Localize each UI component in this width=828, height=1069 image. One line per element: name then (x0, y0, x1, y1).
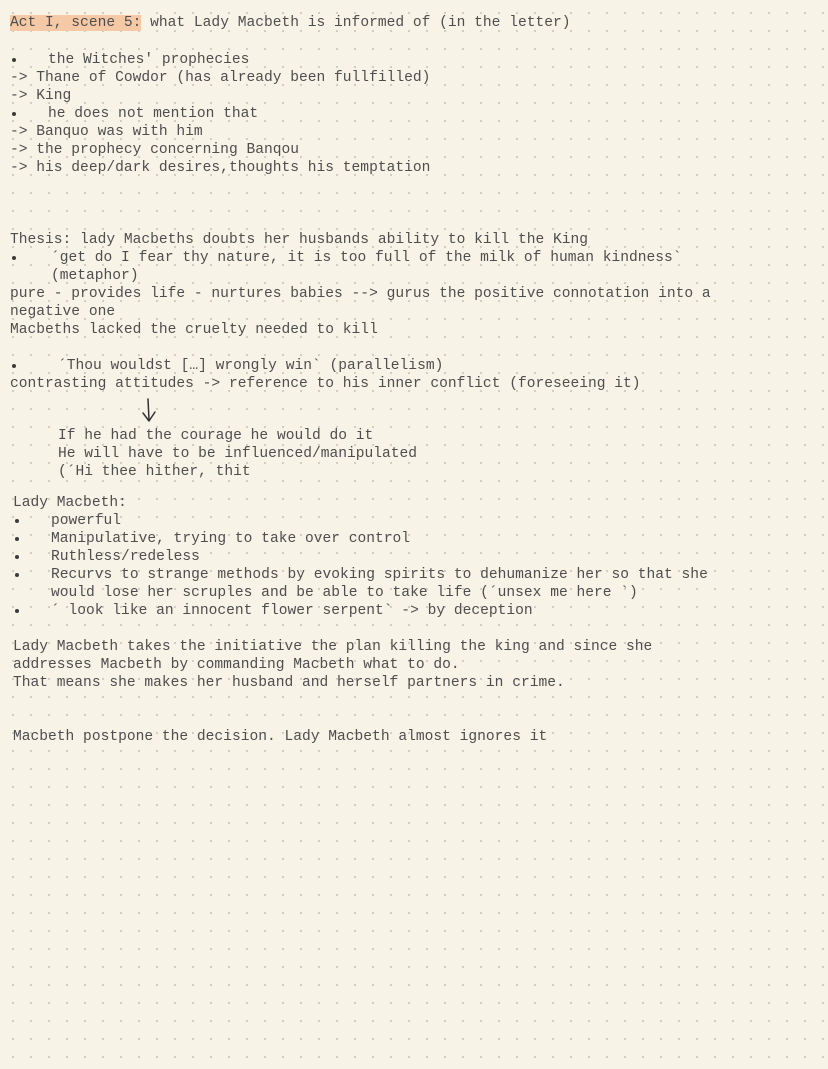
bullet-icon (15, 573, 19, 577)
note-desires: -> his deep/dark desires,thoughts his temptation (10, 160, 431, 176)
partners-line: That means she makes her husband and herself partners in crime. (13, 675, 565, 691)
pure-line: pure - provides life - nurtures babies --> gurus the positive connotation into a (10, 286, 711, 302)
trait-spirits-cont: would lose her scruples and be able to take life (´unsex me here `) (51, 585, 638, 601)
trait-deception: ´ look like an innocent flower serpent` -> by deception (51, 603, 533, 619)
postpone-line: Macbeth postpone the decision. Lady Macbeth almost ignores it (13, 729, 548, 745)
bullet-icon (12, 256, 16, 260)
heading-rest: what Lady Macbeth is informed of (in the letter) (141, 15, 571, 31)
quote-milk: ´get do I fear thy nature, it is too full of the milk of human kindness` (51, 250, 682, 266)
note-thane: -> Thane of Cowdor (has already been fullfilled) (10, 70, 431, 86)
lacked-cruelty: Macbeths lacked the cruelty needed to kill (10, 322, 378, 338)
trait-spirits: Recurvs to strange methods by evoking spirits to dehumanize her so that she (51, 567, 708, 583)
influenced-line: He will have to be influenced/manipulated (58, 446, 418, 462)
commanding-line: addresses Macbeth by commanding Macbeth what to do. (13, 657, 460, 673)
contrasting-attitudes: contrasting attitudes -> reference to his inner conflict (foreseeing it) (10, 376, 641, 392)
note-not-mention: he does not mention that (48, 106, 259, 122)
lady-macbeth-title: Lady Macbeth: (13, 495, 127, 511)
bullet-icon (15, 609, 19, 613)
pure-line-cont: negative one (10, 304, 116, 320)
hither-quote: (´Hi thee hither, thit (58, 464, 251, 480)
down-arrow-icon (140, 398, 158, 426)
initiative-line: Lady Macbeth takes the initiative the plan killing the king and since she (13, 639, 653, 655)
bullet-icon (15, 537, 19, 541)
bullet-icon (15, 519, 19, 523)
thesis: Thesis: lady Macbeths doubts her husbands ability to kill the King (10, 232, 589, 248)
heading (10, 14, 571, 32)
trait-ruthless: Ruthless/redeless (51, 549, 200, 565)
note-banquo: -> Banquo was with him (10, 124, 203, 140)
trait-manipulative: Manipulative, trying to take over control (51, 531, 411, 547)
bullet-icon (12, 112, 16, 116)
bullet-icon (15, 555, 19, 559)
note-witches: the Witches' prophecies (48, 52, 250, 68)
metaphor-note: (metaphor) (51, 268, 139, 284)
trait-powerful: powerful (51, 513, 122, 529)
bullet-icon (12, 58, 16, 62)
quote-wouldst: ´Thou wouldst […] wrongly win` (parallelism) (58, 358, 444, 374)
note-prophecy: -> the prophecy concerning Banqou (10, 142, 300, 158)
note-king: -> King (10, 88, 72, 104)
bullet-icon (12, 364, 16, 368)
heading-highlight: Act I, scene 5: (10, 15, 142, 31)
courage-line: If he had the courage he would do it (58, 428, 374, 444)
